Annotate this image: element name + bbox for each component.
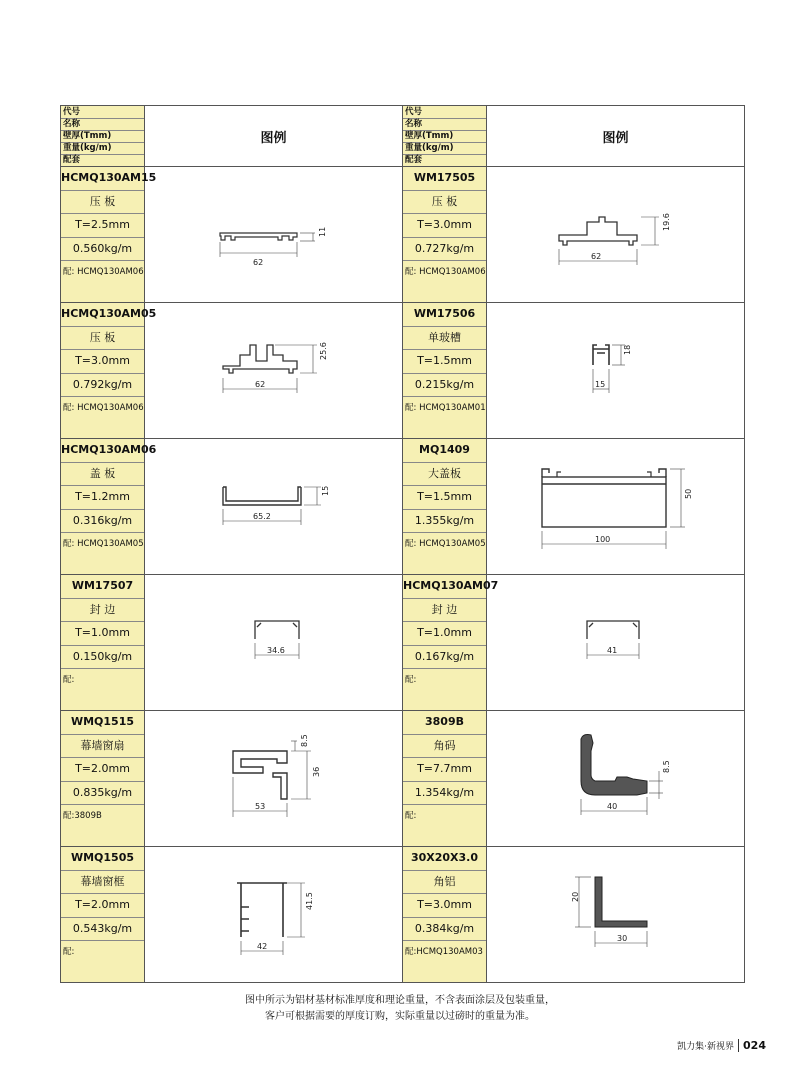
profile-info: [61, 439, 157, 574]
left-profile-table: [60, 105, 403, 983]
header-meta: [61, 106, 145, 166]
profile-thickness: T=2.5mm: [61, 214, 144, 238]
profile-diagram: [145, 167, 401, 302]
profile-name: 大盖板: [403, 463, 486, 487]
profile-code: HCMQ130AM15: [61, 167, 144, 191]
dim-width: 65.2: [253, 512, 271, 521]
profile-thickness: T=1.0mm: [403, 622, 486, 646]
profile-match: 配: HCMQ130AM05: [63, 539, 144, 549]
profile-weight: 0.727kg/m: [403, 238, 486, 262]
dim-width: 62: [255, 380, 266, 389]
profile-thickness: T=1.5mm: [403, 486, 486, 510]
profile-name: 盖 板: [61, 463, 144, 487]
profile-name: 封 边: [61, 599, 144, 623]
profile-drawing: [145, 575, 402, 710]
profile-diagram: [145, 303, 401, 438]
profile-drawing: [487, 167, 744, 302]
header-title: 图例: [260, 130, 287, 146]
table-row: [61, 167, 402, 303]
profile-drawing: [487, 303, 744, 438]
header-code-label: 代号: [403, 107, 486, 119]
profile-thickness: T=1.2mm: [61, 486, 144, 510]
dim-height: 20: [571, 891, 580, 902]
dim-height: 11: [318, 226, 327, 237]
profile-weight: 0.316kg/m: [61, 510, 144, 534]
profile-match: 配:: [63, 947, 75, 957]
profile-drawing: [145, 711, 402, 846]
header-name-label: 名称: [403, 119, 486, 131]
header-weight-label: 重量(kg/m): [403, 143, 486, 155]
profile-diagram: [487, 167, 743, 302]
dim-width: 15: [595, 380, 606, 389]
profile-drawing: [487, 439, 744, 574]
profile-diagram: [487, 439, 743, 574]
profile-info: [403, 167, 487, 302]
table-row: [61, 439, 402, 575]
header-weight-label: 重量(kg/m): [61, 143, 144, 155]
profile-thickness: T=2.0mm: [61, 758, 144, 782]
profile-code: HCMQ130AM05: [61, 303, 144, 327]
profile-code: WM17507: [61, 575, 144, 599]
header-match-label: 配套: [63, 155, 81, 165]
profile-code: WM17505: [403, 167, 486, 191]
dim-width: 42: [257, 942, 268, 951]
header-name-label: 名称: [61, 119, 144, 131]
profile-name: 单玻槽: [403, 327, 486, 351]
profile-name: 幕墙窗扇: [61, 735, 144, 759]
profile-match: 配:: [405, 675, 417, 685]
profile-weight: 1.355kg/m: [403, 510, 486, 534]
profile-match: 配: HCMQ130AM01: [405, 403, 486, 413]
profile-weight: 0.543kg/m: [61, 918, 144, 942]
profile-match: 配: HCMQ130AM06: [405, 267, 486, 277]
profile-code: WMQ1515: [61, 711, 144, 735]
profile-weight: 0.835kg/m: [61, 782, 144, 806]
dim-width: 30: [617, 934, 628, 943]
dim-height: 25.6: [319, 342, 328, 360]
profile-name: 压 板: [61, 327, 144, 351]
profile-name: 幕墙窗框: [61, 871, 144, 895]
profile-drawing: [145, 847, 402, 982]
profile-name: 压 板: [61, 191, 144, 215]
profile-info: [403, 711, 487, 846]
header-meta: [403, 106, 487, 166]
profile-code: 3809B: [403, 711, 486, 735]
profile-diagram: [145, 847, 401, 982]
profile-code: 30X20X3.0: [403, 847, 486, 871]
header-thickness-label: 壁厚(Tmm): [403, 131, 486, 143]
profile-diagram: [145, 711, 401, 846]
profile-match: 配:3809B: [63, 811, 102, 821]
table-row: [403, 167, 744, 303]
profile-diagram: [487, 711, 743, 846]
profile-name: 压 板: [403, 191, 486, 215]
dim-width: 53: [255, 802, 266, 811]
profile-code: MQ1409: [403, 439, 486, 463]
profile-info: [403, 847, 487, 982]
profile-thickness: T=1.0mm: [61, 622, 144, 646]
profile-thickness: T=3.0mm: [61, 350, 144, 374]
profile-info: [403, 439, 487, 574]
profile-weight: 1.354kg/m: [403, 782, 486, 806]
profile-info: [403, 575, 499, 710]
profile-name: 封 边: [403, 599, 486, 623]
profile-diagram: [145, 439, 401, 574]
footer-note: [0, 993, 800, 1025]
profile-weight: 0.560kg/m: [61, 238, 144, 262]
table-header: [403, 106, 744, 167]
profile-diagram: [487, 303, 743, 438]
profile-diagram: [487, 847, 743, 982]
dim-height: 15: [321, 485, 330, 496]
footer-line-2: 客户可根据需要的厚度订购，实际重量以过磅时的重量为准。: [265, 1011, 535, 1022]
profile-thickness: T=1.5mm: [403, 350, 486, 374]
profile-diagram: [145, 575, 401, 710]
table-row: [61, 303, 402, 439]
dim-width: 41: [607, 646, 618, 655]
profile-thickness: T=3.0mm: [403, 894, 486, 918]
dim-height: 8.5: [662, 760, 671, 773]
profile-info: [61, 167, 157, 302]
table-row: [403, 303, 744, 439]
profile-code: WMQ1505: [61, 847, 144, 871]
dim-height: 41.5: [305, 892, 314, 910]
dim-width: 100: [595, 535, 611, 544]
dim-height: 19.6: [662, 213, 671, 231]
profile-drawing: [145, 439, 402, 574]
profile-thickness: T=2.0mm: [61, 894, 144, 918]
table-row: [61, 847, 402, 982]
profile-drawing: [145, 167, 402, 302]
profile-info: [61, 575, 145, 710]
table-row: [403, 711, 744, 847]
table-row: [403, 847, 744, 982]
right-profile-table: [402, 105, 745, 983]
profile-drawing: [487, 711, 744, 846]
profile-match: 配:: [405, 811, 417, 821]
dim-width: 62: [253, 258, 264, 267]
brand-text: 凯力集·新视界: [677, 1042, 735, 1052]
header-match-label: 配套: [405, 155, 423, 165]
profile-match: 配:HCMQ130AM03: [405, 947, 483, 957]
dim-height: 18: [623, 344, 632, 355]
profile-info: [403, 303, 487, 438]
profile-drawing: [145, 303, 402, 438]
table-row: [61, 575, 402, 711]
table-row: [403, 439, 744, 575]
table-header: [61, 106, 402, 167]
profile-thickness: T=7.7mm: [403, 758, 486, 782]
profile-drawing: [487, 847, 744, 982]
profile-info: [61, 711, 145, 846]
profile-weight: 0.150kg/m: [61, 646, 144, 670]
profile-match: 配: HCMQ130AM06: [63, 267, 144, 277]
header-title: 图例: [602, 130, 629, 146]
profile-drawing: [487, 575, 744, 710]
dim-width: 34.6: [267, 646, 285, 655]
profile-match: 配: HCMQ130AM06: [63, 403, 144, 413]
dim-width: 62: [591, 252, 602, 261]
page-number: 024: [738, 1039, 766, 1052]
profile-code: HCMQ130AM06: [61, 439, 144, 463]
header-thickness-label: 壁厚(Tmm): [61, 131, 144, 143]
dim-height: 50: [684, 488, 693, 499]
profile-weight: 0.167kg/m: [403, 646, 486, 670]
profile-thickness: T=3.0mm: [403, 214, 486, 238]
profile-weight: 0.792kg/m: [61, 374, 144, 398]
profile-code: HCMQ130AM07: [403, 575, 486, 599]
header-code-label: 代号: [61, 107, 144, 119]
profile-match: 配:: [63, 675, 75, 685]
profile-info: [61, 303, 157, 438]
footer-line-1: 图中所示为铝材基材标准厚度和理论重量，不含表面涂层及包装重量，: [245, 995, 555, 1006]
dim-height: 36: [312, 766, 321, 777]
profile-info: [61, 847, 145, 982]
profile-name: 角铝: [403, 871, 486, 895]
profile-weight: 0.215kg/m: [403, 374, 486, 398]
dim-width: 40: [607, 802, 618, 811]
profile-name: 角码: [403, 735, 486, 759]
profile-code: WM17506: [403, 303, 486, 327]
table-row: [61, 711, 402, 847]
table-row: [403, 575, 744, 711]
page-footer: [677, 1039, 766, 1052]
profile-match: 配: HCMQ130AM05: [405, 539, 486, 549]
profile-weight: 0.384kg/m: [403, 918, 486, 942]
profile-diagram: [487, 575, 743, 710]
dim-lip: 8.5: [300, 734, 309, 747]
